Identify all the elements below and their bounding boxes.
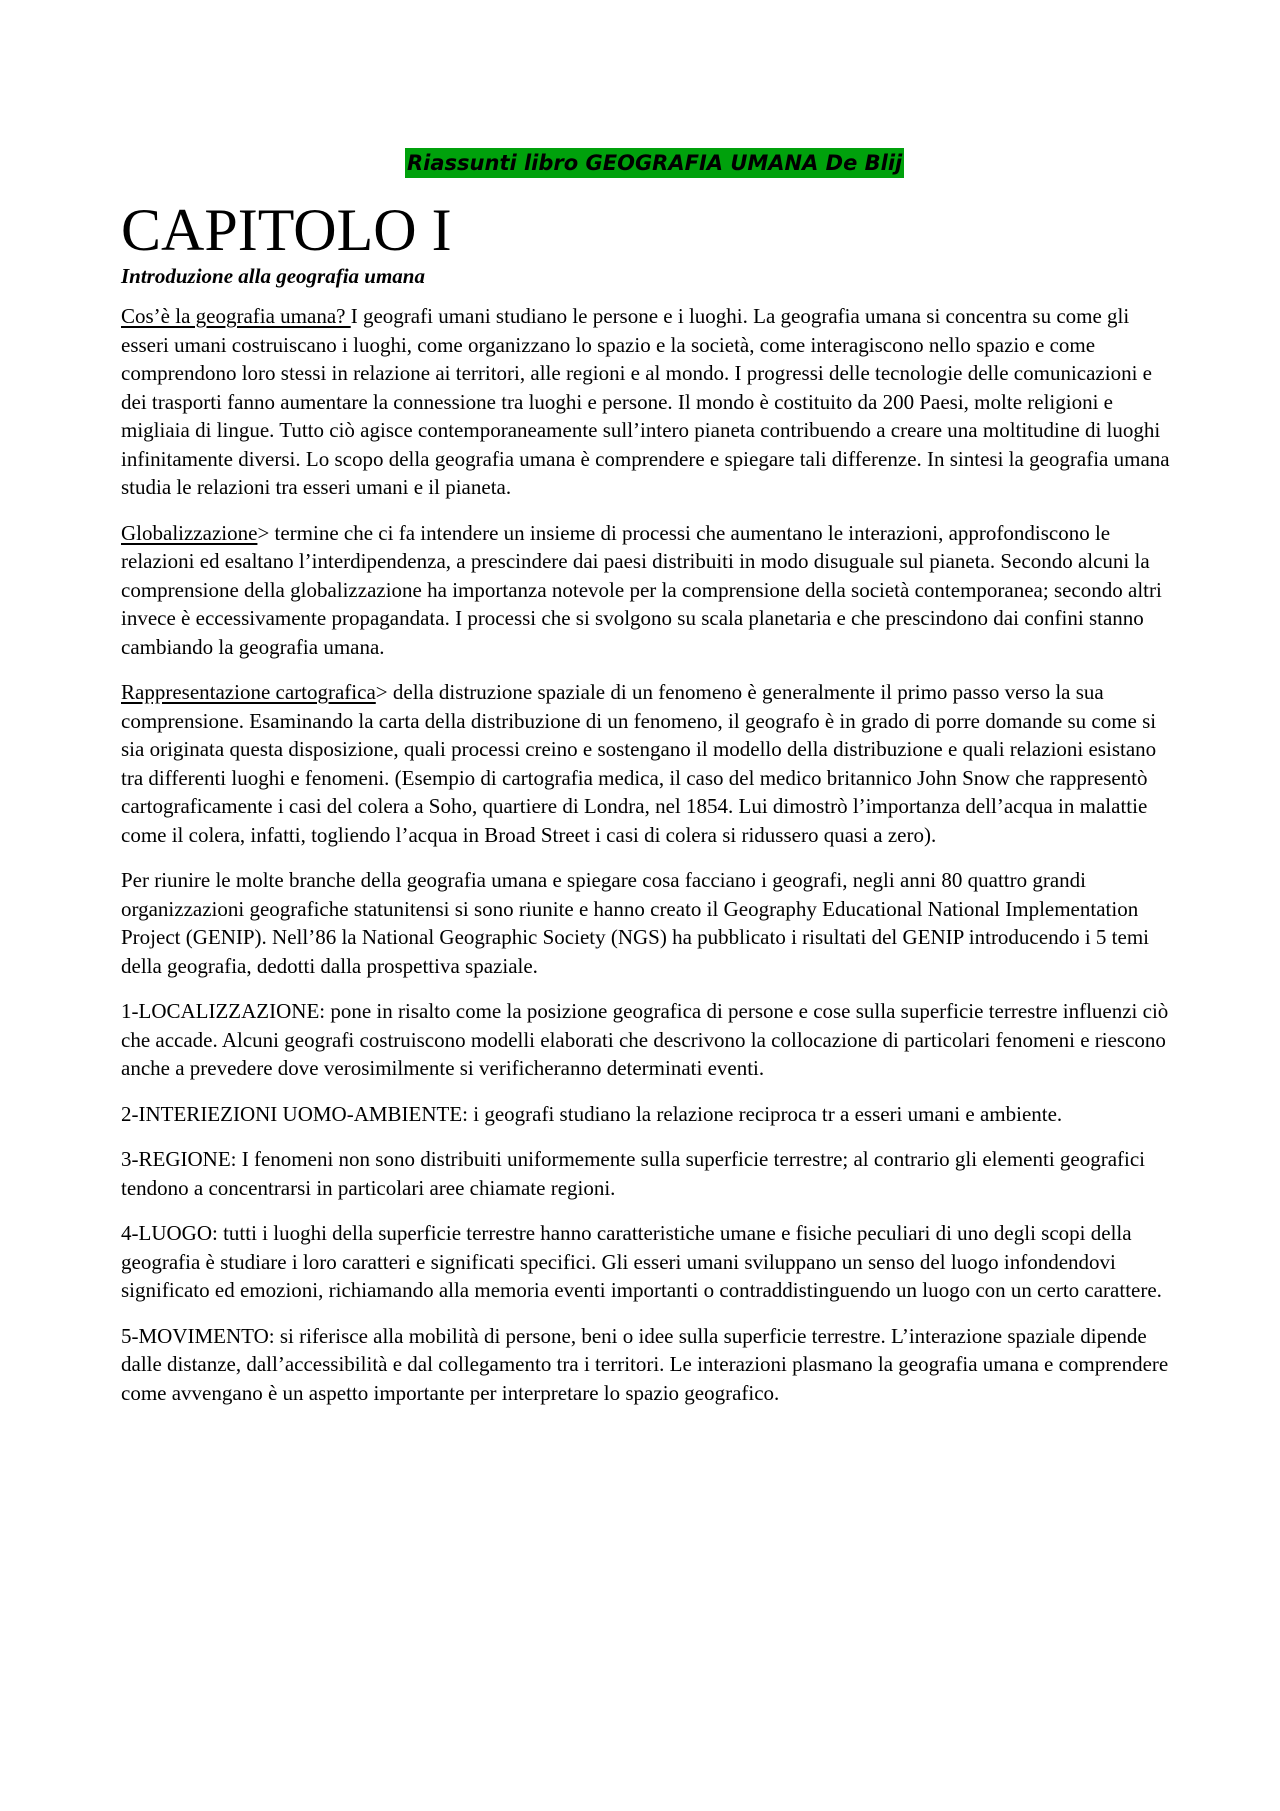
- paragraph-text: termine che ci fa intendere un insieme di processi che aumentano le interazioni, approfondiscono le relazioni ed esaltano l’interdipendenza, a prescindere dai paesi distribuiti in modo disuguale sul pianeta. Secondo alcuni la comprensione della globalizzazione ha importanza notevole per la comprensione della società contemporanea; secondo altri invece è eccessivamente propagandata. I processi che si svolgono su scala planetaria e che prescindono dai confini stanno cambiando la geografia umana.: [121, 520, 1162, 659]
- paragraph-text: I geografi umani studiano le persone e i luoghi. La geografia umana si concentra su come gli esseri umani costruiscano i luoghi, come organizzano lo spazio e la società, come interagiscono nello spazio e come comprendono loro stessi in relazione ai territori, alle regioni e al mondo. I progressi delle tecnologie delle comunicazioni e dei trasporti fanno aumentare la connessione tra luoghi e persone. Il mondo è costituito da 200 Paesi, molte religioni e migliaia di lingue. Tutto ciò agisce contemporaneamente sull’intero pianeta contribuendo a creare una moltitudine di luoghi infinitamente diversi. Lo scopo della geografia umana è comprendere e spiegare tali differenze. In sintesi la geografia umana studia le relazioni tra esseri umani e il pianeta.: [121, 304, 1170, 499]
- term-rappresentazione-cartografica: Rappresentazione cartografica: [121, 680, 376, 704]
- paragraph-localizzazione: 1-LOCALIZZAZIONE: pone in risalto come la posizione geografica di persone e cose sulla superficie terrestre influenzi ciò che accade. Alcuni geografi costruiscono modelli elaborati che descrivono la collocazione di particolari fenomeni e riescono anche a prevedere dove verosimilmente si verificheranno determinati eventi.: [121, 999, 1169, 1080]
- paragraph-movimento: 5-MOVIMENTO: si riferisce alla mobilità di persone, beni o idee sulla superficie terrestre. L’interazione spaziale dipende dalle distanze, dall’accessibilità e dal collegamento tra i territori. Le interazioni plasmano la geografia umana e comprendere come avvengano è un aspetto importante per interpretare lo spazio geografico.: [121, 1323, 1169, 1405]
- chapter-title: CAPITOLO I: [121, 197, 452, 263]
- paragraph-globalizzazione: [121, 519, 1171, 662]
- document-header: Riassunti libro GEOGRAFIA UMANA De Blij: [405, 148, 904, 178]
- paragraph-interazioni: 2-INTERIEZIONI UOMO-AMBIENTE: i geografi studiano la relazione reciproca tr a esseri umani e ambiente.: [121, 1101, 1063, 1126]
- chapter-subtitle: Introduzione alla geografia umana: [121, 264, 425, 288]
- paragraph-genip: Per riunire le molte branche della geografia umana e spiegare cosa facciano i geografi, negli anni 80 quattro grandi organizzazioni geografiche statunitensi si sono riunite e hanno creato il Geography Educational National Implementation Project (GENIP). Nell’86 la National Geographic Society (NGS) ha pubblicato i risultati del GENIP introducendo i 5 temi della geografia, dedotti dalla prospettiva spaziale.: [121, 868, 1149, 978]
- term-globalizzazione: Globalizzazione: [121, 520, 258, 545]
- term-separator: >: [375, 680, 393, 704]
- paragraph-luogo: 4-LUOGO: tutti i luoghi della superficie terrestre hanno caratteristiche umane e fisiche peculiari di uno degli scopi della geografia è studiare i loro caratteri e significati specifici. Gli esseri umani sviluppano un senso del luogo infondendovi significato ed emozioni, richiamando alla memoria eventi importanti o contraddistinguendo un luogo con un certo carattere.: [121, 1221, 1162, 1302]
- paragraph-regione: 3-REGIONE: I fenomeni non sono distribuiti uniformemente sulla superficie terrestre; al contrario gli elementi geografici tendono a concentrarsi in particolari aree chiamate regioni.: [121, 1147, 1146, 1200]
- term-geografia-umana: Cos’è la geografia umana?: [121, 304, 351, 328]
- paragraph-text: della distruzione spaziale di un fenomeno è generalmente il primo passo verso la sua comprensione. Esaminando la carta della distribuzione di un fenomeno, il geografo è in grado di porre domande su come si sia originata questa disposizione, quali processi creino e sostengano il modello della distribuzione e quali relazioni esistano tra differenti luoghi e fenomeni. (Esempio di cartografia medica, il caso del medico britannico John Snow che rappresentò cartograficamente i casi del colera a Soho, quartiere di Londra, nel 1854. Lui dimostrò l’importanza dell’acqua in malattie come il colera, infatti, togliendo l’acqua in Broad Street i casi di colera si ridussero quasi a zero).: [121, 680, 1157, 847]
- document-body: [121, 198, 1171, 1424]
- paragraph-cos-e-geografia: [121, 302, 1171, 502]
- paragraph-rappresentazione: [121, 678, 1171, 849]
- term-separator: >: [257, 520, 275, 545]
